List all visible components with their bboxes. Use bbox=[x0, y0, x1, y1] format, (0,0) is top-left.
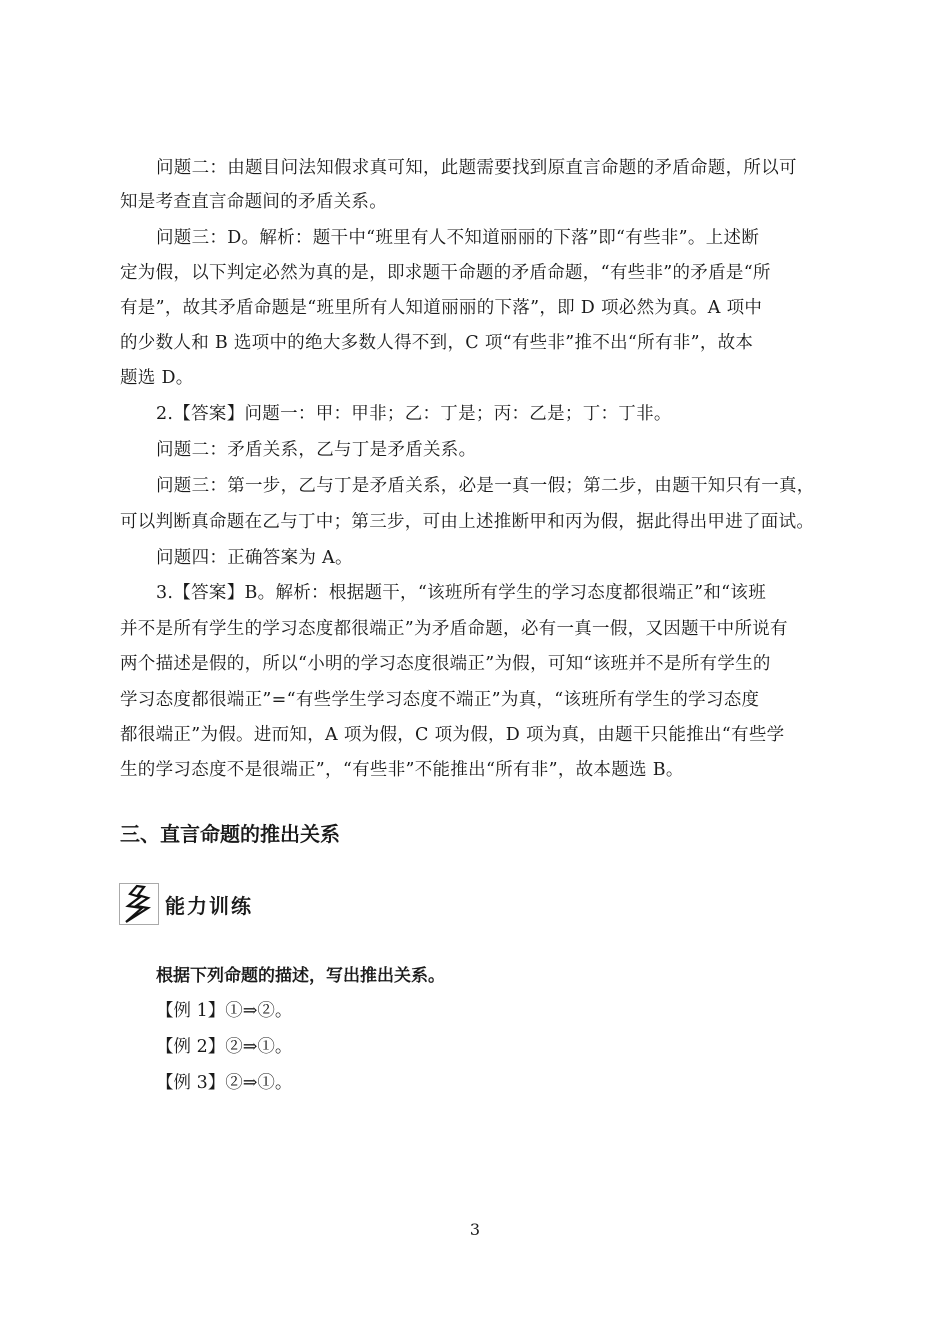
text-line: 题选 D。 bbox=[120, 368, 194, 388]
text-line: 问题三：第一步，乙与丁是矛盾关系，必是一真一假；第二步，由题干知只有一真， bbox=[156, 476, 815, 496]
text-line: 的少数人和 B 选项中的绝大多数人得不到，C 项“有些非”推不出“所有非”，故本 bbox=[120, 333, 754, 353]
example-item: 【例 3】②⇒①。 bbox=[156, 1073, 293, 1093]
lightning-bolt-icon bbox=[119, 883, 159, 925]
text-line: 问题二：矛盾关系，乙与丁是矛盾关系。 bbox=[156, 440, 477, 460]
exercise-instruction: 根据下列命题的描述，写出推出关系。 bbox=[156, 966, 445, 986]
text-line: 2.【答案】问题一：甲：甲非；乙：丁是；丙：乙是；丁：丁非。 bbox=[156, 404, 672, 424]
text-line: 定为假，以下判定必然为真的是，即求题干命题的矛盾命题，“有些非”的矛盾是“所 bbox=[120, 263, 771, 283]
text-line: 生的学习态度不是很端正”，“有些非”不能推出“所有非”，故本题选 B。 bbox=[120, 760, 684, 780]
page-number: 3 bbox=[469, 1220, 481, 1239]
text-line: 问题二：由题目问法知假求真可知，此题需要找到原直言命题的矛盾命题，所以可 bbox=[156, 158, 797, 178]
text-line: 问题四：正确答案为 A。 bbox=[156, 548, 353, 568]
text-line: 学习态度都很端正”=“有些学生学习态度不端正”为真，“该班所有学生的学习态度 bbox=[120, 690, 760, 710]
training-label: 能力训练 bbox=[165, 893, 253, 918]
section-title: 三、直言命题的推出关系 bbox=[120, 822, 340, 846]
text-line: 有是”，故其矛盾命题是“班里所有人知道丽丽的下落”，即 D 项必然为真。A 项中 bbox=[120, 298, 763, 318]
example-item: 【例 1】①⇒②。 bbox=[156, 1001, 293, 1021]
text-line: 都很端正”为假。进而知，A 项为假，C 项为假，D 项为真，由题干只能推出“有些学 bbox=[120, 725, 785, 745]
training-header bbox=[119, 882, 253, 926]
example-item: 【例 2】②⇒①。 bbox=[156, 1037, 293, 1057]
text-line: 可以判断真命题在乙与丁中；第三步，可由上述推断甲和丙为假，据此得出甲进了面试。 bbox=[120, 512, 815, 532]
text-line: 并不是所有学生的学习态度都很端正”为矛盾命题，必有一真一假，又因题干中所说有 bbox=[120, 619, 788, 639]
text-line: 知是考查直言命题间的矛盾关系。 bbox=[120, 192, 387, 212]
text-line: 两个描述是假的，所以“小明的学习态度很端正”为假，可知“该班并不是所有学生的 bbox=[120, 654, 771, 674]
text-line: 问题三：D。解析：题干中“班里有人不知道丽丽的下落”即“有些非”。上述断 bbox=[156, 228, 760, 248]
text-line: 3.【答案】B。解析：根据题干，“该班所有学生的学习态度都很端正”和“该班 bbox=[156, 583, 766, 603]
